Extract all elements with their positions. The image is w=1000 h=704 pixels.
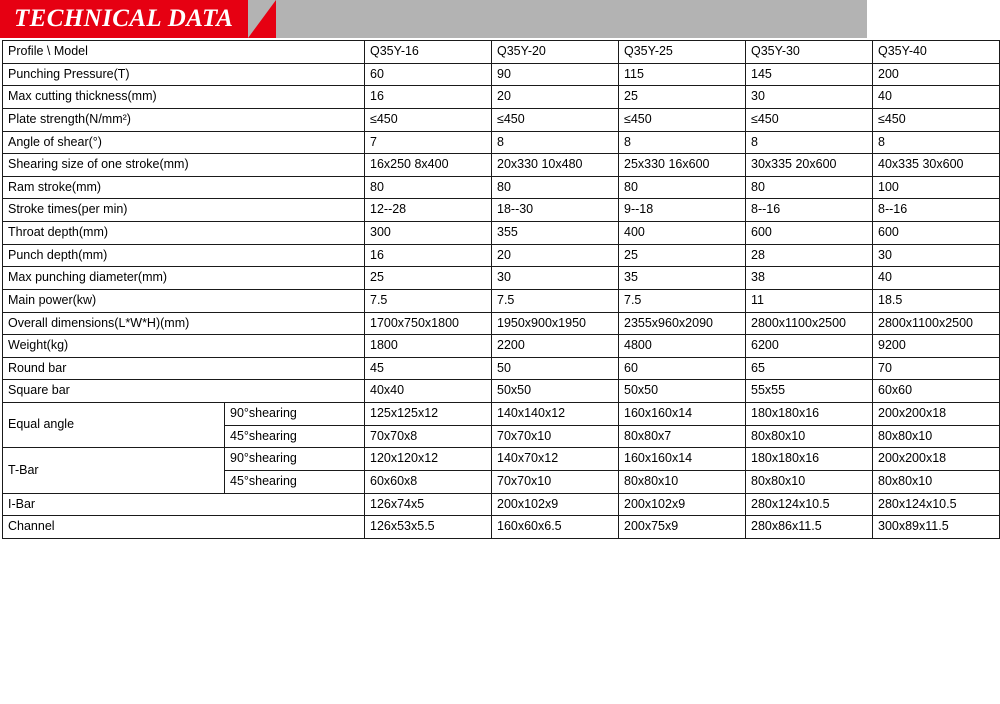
row-value: 160x60x6.5 xyxy=(492,516,619,539)
group-label: Equal angle xyxy=(3,403,225,448)
table-row xyxy=(3,108,1000,131)
row-value: ≤450 xyxy=(365,108,492,131)
row-value: 160x160x14 xyxy=(619,403,746,426)
row-value: 28 xyxy=(746,244,873,267)
row-label: Stroke times(per min) xyxy=(3,199,365,222)
table-row xyxy=(3,493,1000,516)
row-value: 7.5 xyxy=(365,289,492,312)
row-value: 145 xyxy=(746,63,873,86)
row-value: 8--16 xyxy=(746,199,873,222)
group-label: T-Bar xyxy=(3,448,225,493)
group-sublabel: 90°shearing xyxy=(225,403,365,426)
row-value: 7.5 xyxy=(492,289,619,312)
row-value: 25x330 16x600 xyxy=(619,154,746,177)
row-value: 40x335 30x600 xyxy=(873,154,1000,177)
row-value: 126x74x5 xyxy=(365,493,492,516)
row-value: 30 xyxy=(873,244,1000,267)
row-value: 16 xyxy=(365,244,492,267)
row-value: 50x50 xyxy=(619,380,746,403)
row-value: 126x53x5.5 xyxy=(365,516,492,539)
row-value: 200x200x18 xyxy=(873,448,1000,471)
row-label: Square bar xyxy=(3,380,365,403)
table-row-group xyxy=(3,403,1000,426)
table-row-group xyxy=(3,448,1000,471)
row-value: 40 xyxy=(873,86,1000,109)
table-row xyxy=(3,335,1000,358)
row-value: 280x86x11.5 xyxy=(746,516,873,539)
row-value: 25 xyxy=(365,267,492,290)
row-value: 8 xyxy=(492,131,619,154)
technical-data-table xyxy=(2,40,1000,539)
row-value: 60 xyxy=(619,357,746,380)
row-value: 30 xyxy=(492,267,619,290)
row-value: 80 xyxy=(746,176,873,199)
row-value: 25 xyxy=(619,86,746,109)
row-value: 80x80x10 xyxy=(746,470,873,493)
row-value: 180x180x16 xyxy=(746,403,873,426)
row-value: 20 xyxy=(492,244,619,267)
row-value: 30x335 20x600 xyxy=(746,154,873,177)
table-row xyxy=(3,199,1000,222)
table-row xyxy=(3,176,1000,199)
header-cell-profile-model: Profile \ Model xyxy=(3,41,365,64)
row-value: 70 xyxy=(873,357,1000,380)
table-row xyxy=(3,154,1000,177)
row-value: 45 xyxy=(365,357,492,380)
row-value: 80x80x10 xyxy=(873,425,1000,448)
row-value: 90 xyxy=(492,63,619,86)
row-label: Punching Pressure(T) xyxy=(3,63,365,86)
row-value: 80x80x10 xyxy=(746,425,873,448)
header-cell-model-2: Q35Y-20 xyxy=(492,41,619,64)
row-value: 50 xyxy=(492,357,619,380)
row-value: 9200 xyxy=(873,335,1000,358)
row-label: Plate strength(N/mm²) xyxy=(3,108,365,131)
row-value: 400 xyxy=(619,222,746,245)
row-value: 16x250 8x400 xyxy=(365,154,492,177)
table-row xyxy=(3,63,1000,86)
table-row xyxy=(3,86,1000,109)
row-value: 200x102x9 xyxy=(619,493,746,516)
row-value: 355 xyxy=(492,222,619,245)
row-label: Overall dimensions(L*W*H)(mm) xyxy=(3,312,365,335)
row-label: Angle of shear(°) xyxy=(3,131,365,154)
header-cell-model-4: Q35Y-30 xyxy=(746,41,873,64)
row-value: 8 xyxy=(873,131,1000,154)
row-label: I-Bar xyxy=(3,493,365,516)
row-value: 20 xyxy=(492,86,619,109)
row-label: Shearing size of one stroke(mm) xyxy=(3,154,365,177)
table-row xyxy=(3,289,1000,312)
row-value: 160x160x14 xyxy=(619,448,746,471)
row-value: 600 xyxy=(873,222,1000,245)
row-value: 25 xyxy=(619,244,746,267)
row-value: 200x75x9 xyxy=(619,516,746,539)
row-value: 80x80x10 xyxy=(619,470,746,493)
row-value: 11 xyxy=(746,289,873,312)
row-value: 120x120x12 xyxy=(365,448,492,471)
technical-data-banner xyxy=(0,0,867,38)
group-sublabel: 45°shearing xyxy=(225,425,365,448)
row-label: Max cutting thickness(mm) xyxy=(3,86,365,109)
row-label: Max punching diameter(mm) xyxy=(3,267,365,290)
row-value: 35 xyxy=(619,267,746,290)
row-value: ≤450 xyxy=(619,108,746,131)
row-value: 2800x1100x2500 xyxy=(746,312,873,335)
row-value: 6200 xyxy=(746,335,873,358)
table-row xyxy=(3,312,1000,335)
row-value: 65 xyxy=(746,357,873,380)
row-value: 80 xyxy=(492,176,619,199)
row-value: 60x60x8 xyxy=(365,470,492,493)
row-value: 8 xyxy=(746,131,873,154)
row-value: 60x60 xyxy=(873,380,1000,403)
table-header-row xyxy=(3,41,1000,64)
row-value: 1700x750x1800 xyxy=(365,312,492,335)
header-cell-model-5: Q35Y-40 xyxy=(873,41,1000,64)
row-value: 300x89x11.5 xyxy=(873,516,1000,539)
row-value: 115 xyxy=(619,63,746,86)
row-label: Punch depth(mm) xyxy=(3,244,365,267)
row-value: 7.5 xyxy=(619,289,746,312)
row-value: 200x200x18 xyxy=(873,403,1000,426)
row-value: 40 xyxy=(873,267,1000,290)
row-value: 18.5 xyxy=(873,289,1000,312)
table-row xyxy=(3,244,1000,267)
table-row xyxy=(3,357,1000,380)
row-value: 2200 xyxy=(492,335,619,358)
group-sublabel: 90°shearing xyxy=(225,448,365,471)
row-value: 80x80x7 xyxy=(619,425,746,448)
row-value: 280x124x10.5 xyxy=(746,493,873,516)
table-row xyxy=(3,380,1000,403)
row-value: 12--28 xyxy=(365,199,492,222)
page-title: TECHNICAL DATA xyxy=(14,5,234,32)
row-value: 4800 xyxy=(619,335,746,358)
table-row xyxy=(3,267,1000,290)
row-value: 60 xyxy=(365,63,492,86)
row-label: Ram stroke(mm) xyxy=(3,176,365,199)
row-value: 200 xyxy=(873,63,1000,86)
row-value: 1950x900x1950 xyxy=(492,312,619,335)
row-value: 70x70x8 xyxy=(365,425,492,448)
row-value: 80x80x10 xyxy=(873,470,1000,493)
row-label: Round bar xyxy=(3,357,365,380)
row-value: 20x330 10x480 xyxy=(492,154,619,177)
row-label: Channel xyxy=(3,516,365,539)
row-value: 100 xyxy=(873,176,1000,199)
table-row xyxy=(3,516,1000,539)
row-value: 1800 xyxy=(365,335,492,358)
row-value: 125x125x12 xyxy=(365,403,492,426)
table-row xyxy=(3,131,1000,154)
row-value: ≤450 xyxy=(746,108,873,131)
row-label: Main power(kw) xyxy=(3,289,365,312)
row-value: 80 xyxy=(619,176,746,199)
row-value: 38 xyxy=(746,267,873,290)
row-value: 280x124x10.5 xyxy=(873,493,1000,516)
row-value: 2800x1100x2500 xyxy=(873,312,1000,335)
row-value: 140x70x12 xyxy=(492,448,619,471)
row-value: 7 xyxy=(365,131,492,154)
row-value: 8 xyxy=(619,131,746,154)
row-value: 16 xyxy=(365,86,492,109)
row-value: 80 xyxy=(365,176,492,199)
row-value: 9--18 xyxy=(619,199,746,222)
row-value: 70x70x10 xyxy=(492,425,619,448)
row-value: 600 xyxy=(746,222,873,245)
row-value: 50x50 xyxy=(492,380,619,403)
row-label: Throat depth(mm) xyxy=(3,222,365,245)
row-value: 140x140x12 xyxy=(492,403,619,426)
row-value: ≤450 xyxy=(873,108,1000,131)
header-cell-model-1: Q35Y-16 xyxy=(365,41,492,64)
row-value: 200x102x9 xyxy=(492,493,619,516)
row-value: 30 xyxy=(746,86,873,109)
row-value: 300 xyxy=(365,222,492,245)
header-cell-model-3: Q35Y-25 xyxy=(619,41,746,64)
row-value: 8--16 xyxy=(873,199,1000,222)
row-label: Weight(kg) xyxy=(3,335,365,358)
row-value: 40x40 xyxy=(365,380,492,403)
spec-table-wrapper xyxy=(0,38,973,539)
row-value: 2355x960x2090 xyxy=(619,312,746,335)
row-value: 18--30 xyxy=(492,199,619,222)
row-value: ≤450 xyxy=(492,108,619,131)
row-value: 70x70x10 xyxy=(492,470,619,493)
row-value: 180x180x16 xyxy=(746,448,873,471)
banner-red-arrow xyxy=(248,0,276,38)
group-sublabel: 45°shearing xyxy=(225,470,365,493)
row-value: 55x55 xyxy=(746,380,873,403)
table-row xyxy=(3,222,1000,245)
